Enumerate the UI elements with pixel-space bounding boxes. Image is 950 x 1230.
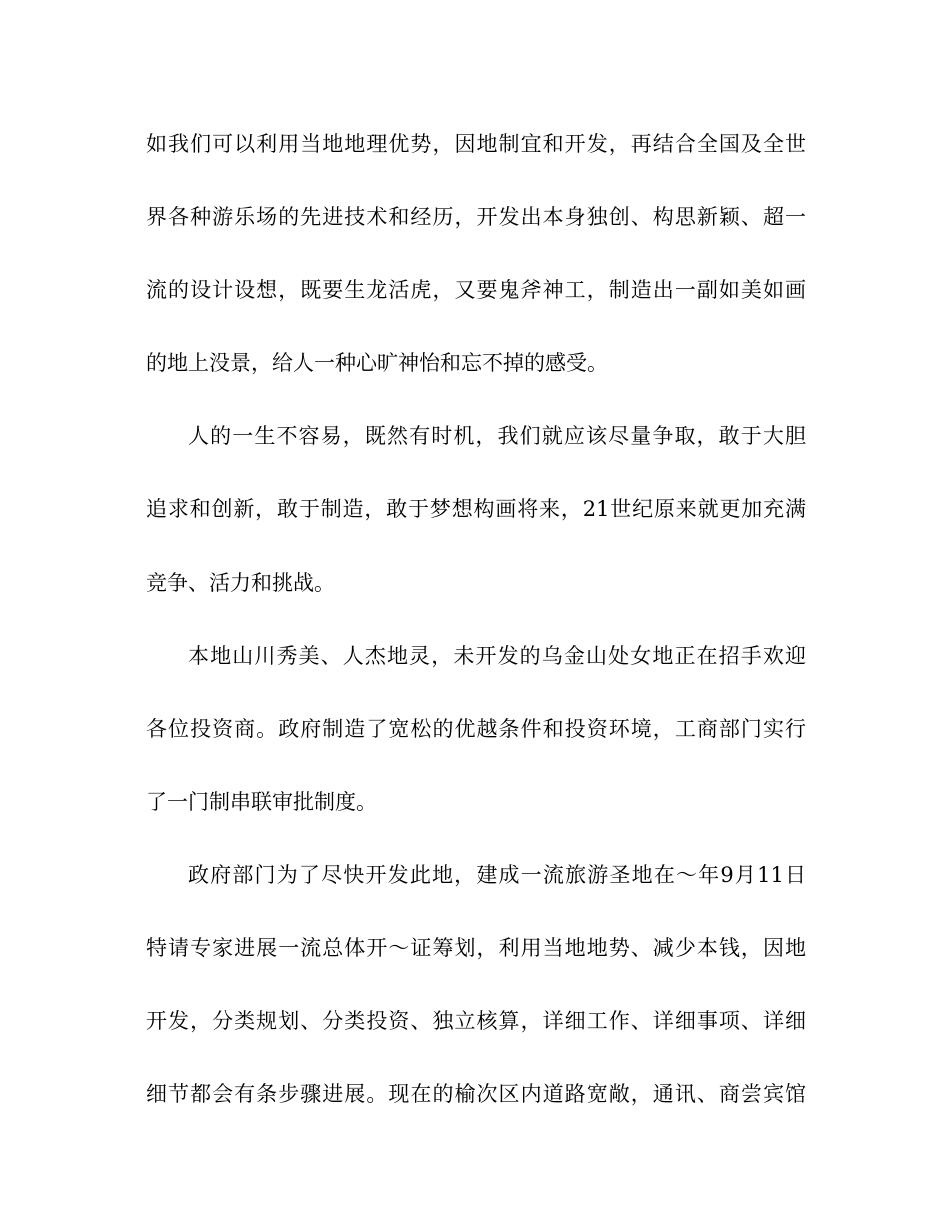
paragraph-line: 特请专家进展一流总体开～证筹划，利用当地地势、减少本钱，因地 [146, 936, 806, 961]
paragraph-line: 政府部门为了尽快开发此地，建成一流旅游圣地在～年9月11日 [188, 862, 806, 887]
paragraph-line: 开发，分类规划、分类投资、独立核算，详细工作、详细事项、详细 [146, 1009, 806, 1034]
paragraph-4 [146, 855, 806, 1147]
paragraph-1 [146, 124, 806, 416]
paragraph-line: 本地山川秀美、人杰地灵，未开发的乌金山处女地正在招手欢迎 [188, 643, 806, 668]
paragraph-3 [146, 636, 806, 855]
paragraph-line: 追求和创新，敢于制造，敢于梦想构画将来，21世纪原来就更加充满 [146, 497, 806, 522]
paragraph-line: 各位投资商。政府制造了宽松的优越条件和投资环境，工商部门实行 [146, 716, 806, 741]
paragraph-line: 细节都会有条步骤进展。现在的榆次区内道路宽敞，通讯、商尝宾馆 [146, 1082, 806, 1107]
document-body [146, 124, 806, 1147]
paragraph-line: 了一门制串联审批制度。 [146, 789, 377, 814]
paragraph-line: 界各种游乐场的先进技术和经历，开发出本身独创、构思新颖、超一 [146, 205, 806, 230]
paragraph-line: 如我们可以利用当地地理优势，因地制宜和开发，再结合全国及全世 [146, 132, 806, 156]
paragraph-2 [146, 416, 806, 635]
paragraph-line: 人的一生不容易，既然有时机，我们就应该尽量争取，敢于大胆 [188, 424, 806, 449]
paragraph-line: 流的设计设想，既要生龙活虎，又要鬼斧神工，制造出一副如美如画 [146, 278, 806, 303]
paragraph-line: 的地上没景，给人一种心旷神怡和忘不掉的感受。 [146, 351, 608, 376]
paragraph-line: 竞争、活力和挑战。 [146, 570, 335, 595]
